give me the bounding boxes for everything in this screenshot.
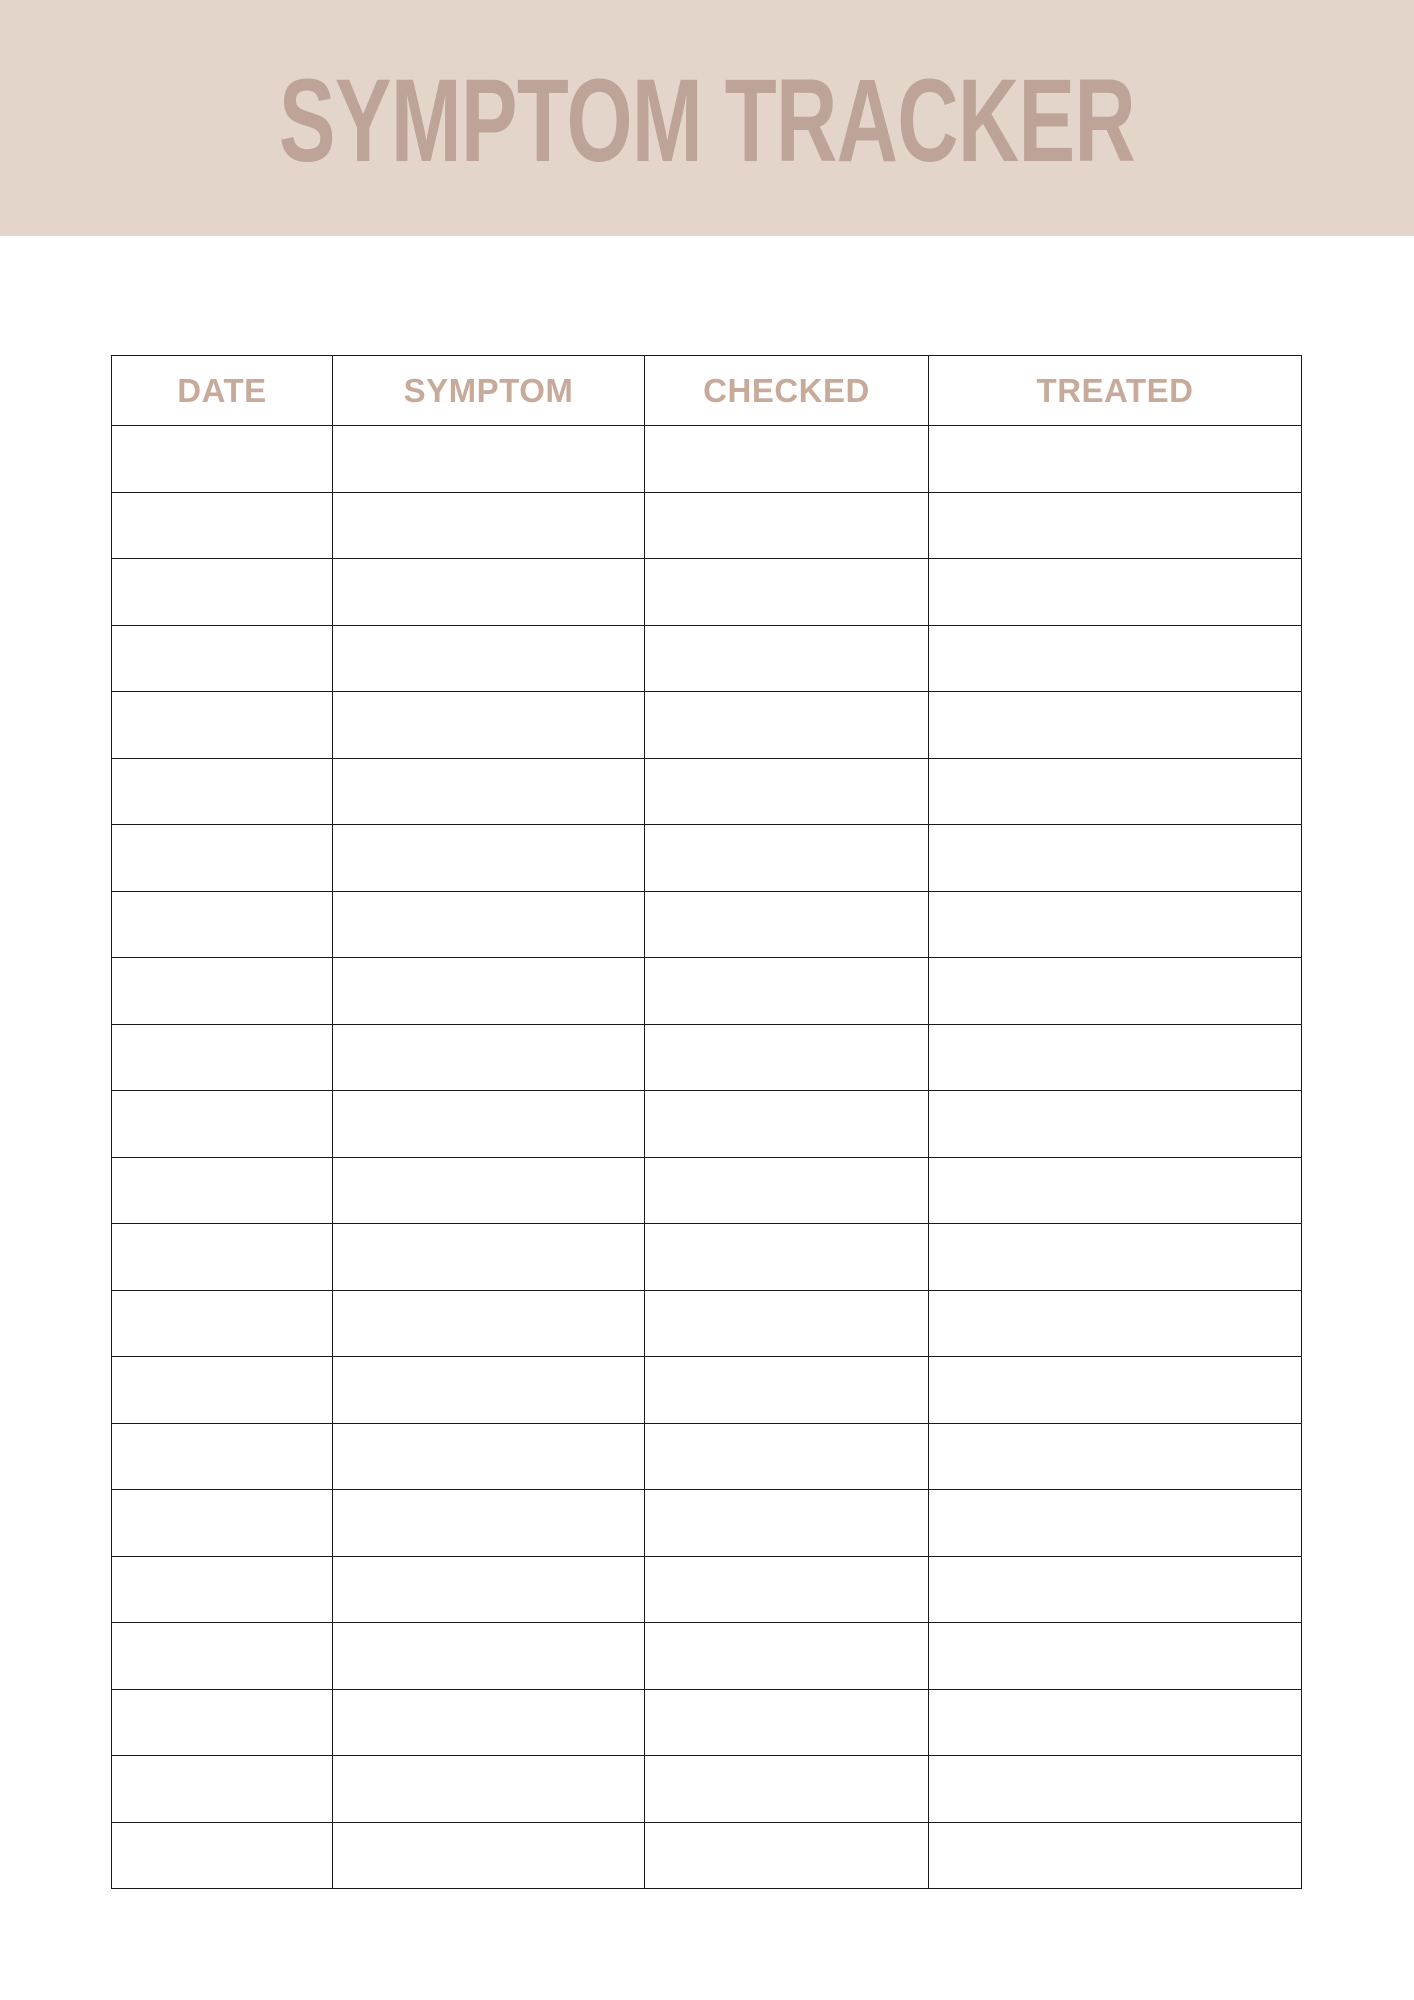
treated-cell[interactable] bbox=[929, 559, 1302, 626]
symptom-cell[interactable] bbox=[333, 1091, 645, 1158]
treated-cell[interactable] bbox=[929, 958, 1302, 1025]
treated-cell[interactable] bbox=[929, 426, 1302, 493]
table-row bbox=[112, 825, 1302, 892]
checked-cell[interactable] bbox=[645, 891, 929, 958]
date-cell[interactable] bbox=[112, 1822, 333, 1889]
symptom-cell[interactable] bbox=[333, 692, 645, 759]
treated-cell[interactable] bbox=[929, 1623, 1302, 1690]
table-row bbox=[112, 1822, 1302, 1889]
treated-cell[interactable] bbox=[929, 1290, 1302, 1357]
table-row bbox=[112, 1091, 1302, 1158]
date-cell[interactable] bbox=[112, 559, 333, 626]
symptom-cell[interactable] bbox=[333, 1623, 645, 1690]
date-cell[interactable] bbox=[112, 1091, 333, 1158]
table-row bbox=[112, 1756, 1302, 1823]
checked-cell[interactable] bbox=[645, 1689, 929, 1756]
date-cell[interactable] bbox=[112, 1290, 333, 1357]
treated-cell[interactable] bbox=[929, 692, 1302, 759]
treated-cell[interactable] bbox=[929, 625, 1302, 692]
checked-cell[interactable] bbox=[645, 1756, 929, 1823]
date-cell[interactable] bbox=[112, 1224, 333, 1291]
table-row bbox=[112, 1290, 1302, 1357]
table-row bbox=[112, 891, 1302, 958]
treated-cell[interactable] bbox=[929, 891, 1302, 958]
checked-cell[interactable] bbox=[645, 1157, 929, 1224]
page-title: SYMPTOM TRACKER bbox=[278, 55, 1136, 187]
date-cell[interactable] bbox=[112, 1024, 333, 1091]
table-row bbox=[112, 1689, 1302, 1756]
checked-cell[interactable] bbox=[645, 1490, 929, 1557]
column-header-treated: TREATED bbox=[929, 356, 1302, 426]
table-row bbox=[112, 1357, 1302, 1424]
symptom-cell[interactable] bbox=[333, 1822, 645, 1889]
symptom-cell[interactable] bbox=[333, 625, 645, 692]
treated-cell[interactable] bbox=[929, 1157, 1302, 1224]
table-body bbox=[112, 426, 1302, 1889]
treated-cell[interactable] bbox=[929, 1689, 1302, 1756]
checked-cell[interactable] bbox=[645, 692, 929, 759]
date-cell[interactable] bbox=[112, 692, 333, 759]
symptom-cell[interactable] bbox=[333, 1423, 645, 1490]
table-row bbox=[112, 1224, 1302, 1291]
checked-cell[interactable] bbox=[645, 1224, 929, 1291]
date-cell[interactable] bbox=[112, 1623, 333, 1690]
symptom-cell[interactable] bbox=[333, 1756, 645, 1823]
treated-cell[interactable] bbox=[929, 1423, 1302, 1490]
table-row bbox=[112, 1556, 1302, 1623]
treated-cell[interactable] bbox=[929, 758, 1302, 825]
symptom-cell[interactable] bbox=[333, 825, 645, 892]
symptom-cell[interactable] bbox=[333, 559, 645, 626]
symptom-cell[interactable] bbox=[333, 758, 645, 825]
symptom-cell[interactable] bbox=[333, 1689, 645, 1756]
checked-cell[interactable] bbox=[645, 1357, 929, 1424]
checked-cell[interactable] bbox=[645, 1091, 929, 1158]
table-row bbox=[112, 1024, 1302, 1091]
checked-cell[interactable] bbox=[645, 625, 929, 692]
treated-cell[interactable] bbox=[929, 1024, 1302, 1091]
column-header-date: DATE bbox=[112, 356, 333, 426]
table-header-row bbox=[112, 356, 1302, 426]
symptom-cell[interactable] bbox=[333, 426, 645, 493]
treated-cell[interactable] bbox=[929, 1357, 1302, 1424]
checked-cell[interactable] bbox=[645, 825, 929, 892]
symptom-cell[interactable] bbox=[333, 891, 645, 958]
table-row bbox=[112, 625, 1302, 692]
symptom-cell[interactable] bbox=[333, 958, 645, 1025]
date-cell[interactable] bbox=[112, 1756, 333, 1823]
treated-cell[interactable] bbox=[929, 1091, 1302, 1158]
symptom-cell[interactable] bbox=[333, 1357, 645, 1424]
treated-cell[interactable] bbox=[929, 825, 1302, 892]
checked-cell[interactable] bbox=[645, 559, 929, 626]
date-cell[interactable] bbox=[112, 1357, 333, 1424]
table-row bbox=[112, 426, 1302, 493]
column-header-symptom: SYMPTOM bbox=[333, 356, 645, 426]
treated-cell[interactable] bbox=[929, 1556, 1302, 1623]
symptom-cell[interactable] bbox=[333, 1290, 645, 1357]
table-row bbox=[112, 492, 1302, 559]
checked-cell[interactable] bbox=[645, 492, 929, 559]
table-row bbox=[112, 1423, 1302, 1490]
table-row bbox=[112, 958, 1302, 1025]
date-cell[interactable] bbox=[112, 1556, 333, 1623]
symptom-cell[interactable] bbox=[333, 1490, 645, 1557]
column-header-checked: CHECKED bbox=[645, 356, 929, 426]
checked-cell[interactable] bbox=[645, 1623, 929, 1690]
symptom-cell[interactable] bbox=[333, 1157, 645, 1224]
symptom-cell[interactable] bbox=[333, 1024, 645, 1091]
table-row bbox=[112, 1623, 1302, 1690]
table-row bbox=[112, 1157, 1302, 1224]
checked-cell[interactable] bbox=[645, 1423, 929, 1490]
date-cell[interactable] bbox=[112, 1490, 333, 1557]
date-cell[interactable] bbox=[112, 758, 333, 825]
treated-cell[interactable] bbox=[929, 1224, 1302, 1291]
symptom-cell[interactable] bbox=[333, 1556, 645, 1623]
treated-cell[interactable] bbox=[929, 1822, 1302, 1889]
date-cell[interactable] bbox=[112, 426, 333, 493]
checked-cell[interactable] bbox=[645, 958, 929, 1025]
treated-cell[interactable] bbox=[929, 1756, 1302, 1823]
date-cell[interactable] bbox=[112, 1157, 333, 1224]
table-row bbox=[112, 1490, 1302, 1557]
symptom-cell[interactable] bbox=[333, 1224, 645, 1291]
date-cell[interactable] bbox=[112, 891, 333, 958]
checked-cell[interactable] bbox=[645, 1822, 929, 1889]
checked-cell[interactable] bbox=[645, 426, 929, 493]
checked-cell[interactable] bbox=[645, 1556, 929, 1623]
table-row bbox=[112, 559, 1302, 626]
treated-cell[interactable] bbox=[929, 1490, 1302, 1557]
checked-cell[interactable] bbox=[645, 1290, 929, 1357]
date-cell[interactable] bbox=[112, 625, 333, 692]
treated-cell[interactable] bbox=[929, 492, 1302, 559]
date-cell[interactable] bbox=[112, 958, 333, 1025]
date-cell[interactable] bbox=[112, 1689, 333, 1756]
symptom-cell[interactable] bbox=[333, 492, 645, 559]
table-row bbox=[112, 758, 1302, 825]
date-cell[interactable] bbox=[112, 492, 333, 559]
date-cell[interactable] bbox=[112, 1423, 333, 1490]
date-cell[interactable] bbox=[112, 825, 333, 892]
symptom-tracker-table bbox=[111, 355, 1302, 1889]
checked-cell[interactable] bbox=[645, 1024, 929, 1091]
checked-cell[interactable] bbox=[645, 758, 929, 825]
table-row bbox=[112, 692, 1302, 759]
